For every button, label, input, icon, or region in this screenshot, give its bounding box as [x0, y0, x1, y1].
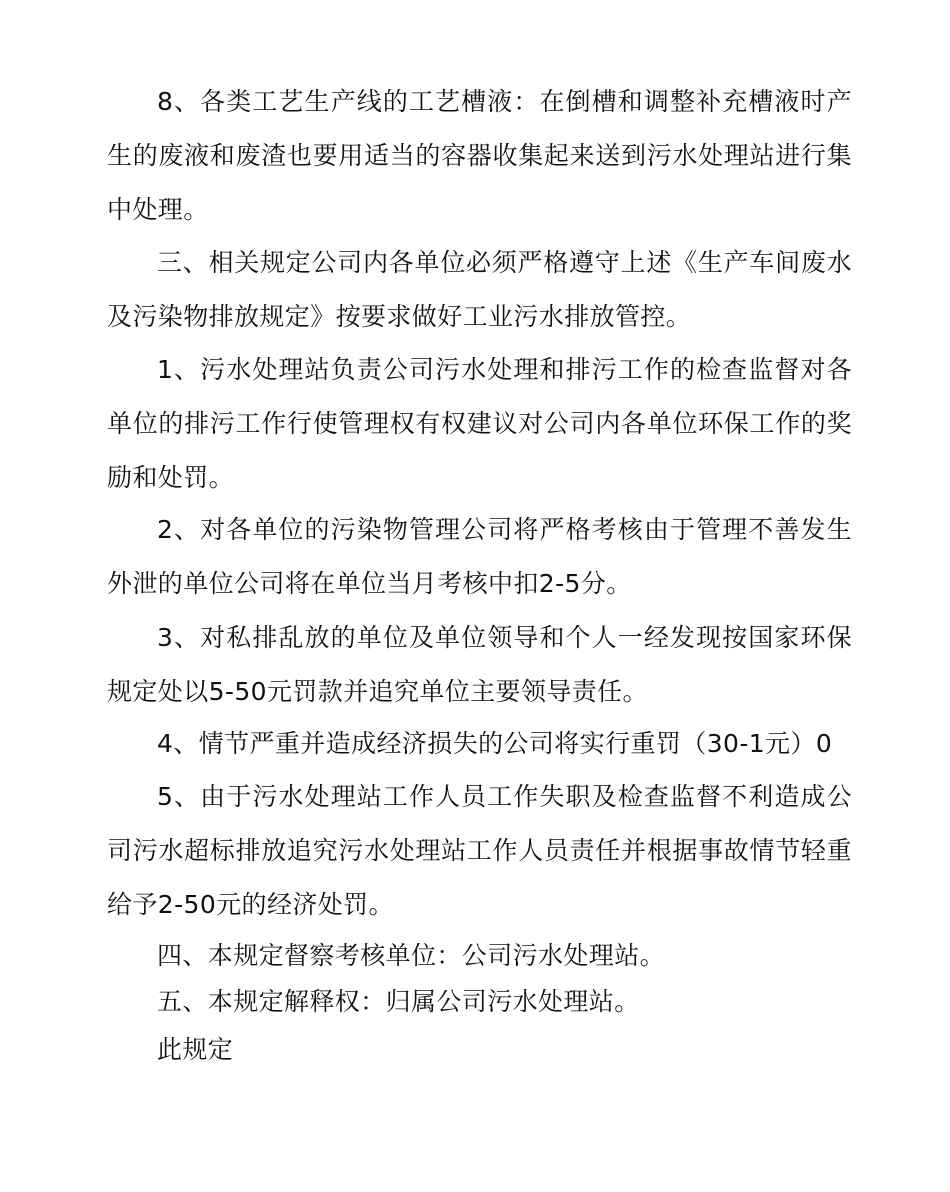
paragraph-rule-5-staff-liability: 5、由于污水处理站工作人员工作失职及检查监督不利造成公司污水超标排放追究污水处理站工作人员责任并根据事故情节轻重给予2-50元的经济处罚。 — [107, 782, 852, 919]
paragraph-rule-3-penalty: 3、对私排乱放的单位及单位领导和个人一经发现按国家环保规定处以5-50元罚款并追究单位主要领导责任。 — [107, 623, 852, 706]
paragraph-section-5-interpretation: 五、本规定解释权：归属公司污水处理站。 — [157, 987, 640, 1016]
paragraph-rule-2-assessment: 2、对各单位的污染物管理公司将严格考核由于管理不善发生外泄的单位公司将在单位当月考核中扣2-5分。 — [107, 515, 852, 598]
paragraph-section-3-regulations: 三、相关规定公司内各单位必须严格遵守上述《生产车间废水及污染物排放规定》按要求做好工业污水排放管控。 — [107, 248, 852, 331]
paragraph-section-4-audit-unit: 四、本规定督察考核单位：公司污水处理站。 — [157, 941, 666, 970]
paragraph-rule-1-supervision: 1、污水处理站负责公司污水处理和排污工作的检查监督对各单位的排污工作行使管理权有权建议对公司内各单位环保工作的奖励和处罚。 — [107, 355, 852, 492]
paragraph-rule-4-severe-penalty: 4、情节严重并造成经济损失的公司将实行重罚（30-1元）0 — [157, 729, 833, 758]
paragraph-closing: 此规定 — [157, 1035, 234, 1064]
paragraph-item-8-process-tank-liquid: 8、各类工艺生产线的工艺槽液：在倒槽和调整补充槽液时产生的废液和废渣也要用适当的容器收集起来送到污水处理站进行集中处理。 — [107, 87, 852, 224]
